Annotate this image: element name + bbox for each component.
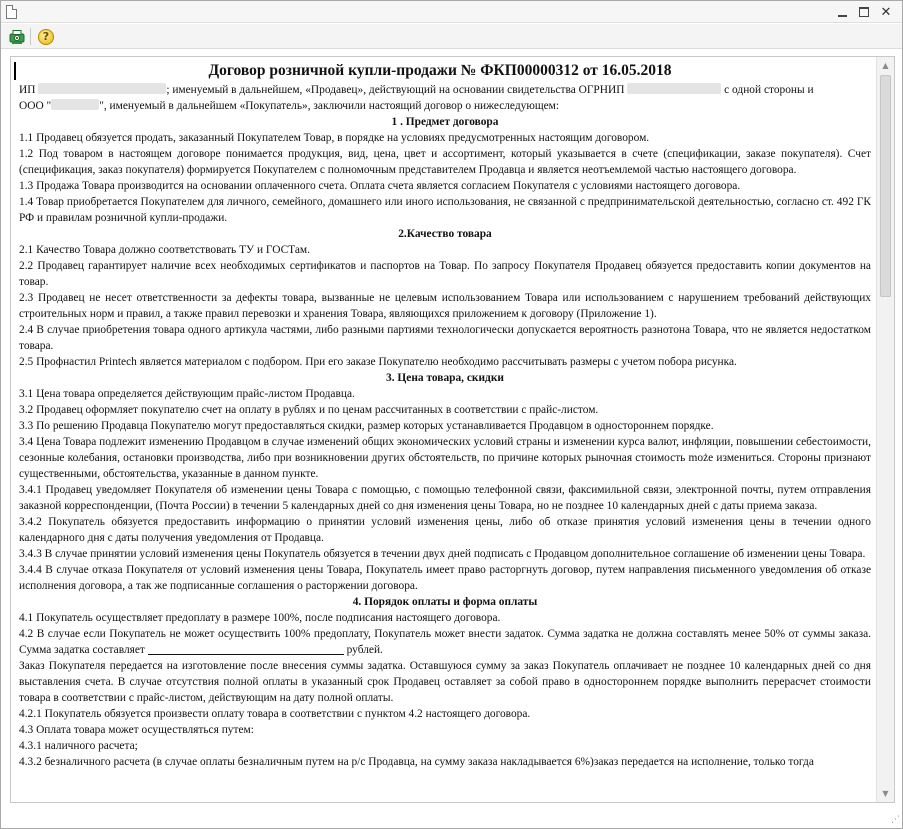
printer-camera-icon [9,29,25,45]
clause: 3.2 Продавец оформляет покупателю счет на оплату в рублях и по ценам рассчитанных в соответствии с прайс-листом. [19,404,599,416]
clause: Заказ Покупателя передается на изготовление после внесения суммы задатка. Оставшуюся сумму за заказ Покупатель оплачивает не позднее 10 календарных дней со дня выставления счета. В случае отсутствия полной оплаты в указанный срок Продавец оставляет за собой право в одностороннем порядке выполнить перерасчет стоимости товара в соответствии с прайс-листом, действующим на дату полной оплаты. [19,660,871,704]
scroll-down-arrow-icon[interactable]: ▼ [882,789,889,798]
intro-text: ИП [19,84,36,96]
print-preview-button[interactable] [7,27,27,46]
minimize-icon [838,15,847,17]
clause: 2.4 В случае приобретения товара одного артикула частями, либо разными партиями технологически допускается вероятность разнотона Товара, что не является недостатком товара. [19,324,871,352]
section-heading: 1 . Предмет договора [391,116,499,128]
clause: 4.3.1 наличного расчета; [19,740,138,752]
toolbar-separator [30,28,31,45]
clause: 1.4 Товар приобретается Покупателем для личного, семейного, домашнего или иного использования, не связанной с предпринимательской деятельностью, согласно ст. 492 ГК РФ и правилам розничной купли-продажи. [19,196,871,224]
clause: 3.4.4 В случае отказа Покупателя от условий изменения цены Товара, Покупатель имеет право расторгнуть договор, путем направления письменного уведомления об отказе исполнения договора, а так же подписанные соглашения о расторжении договора. [19,564,871,592]
intro-paragraph [19,82,871,114]
clause: 1.3 Продажа Товара производится на основании оплаченного счета. Оплата счета является согласием Покупателя с условиями настоящего договора. [19,180,741,192]
close-button[interactable] [876,3,896,21]
intro-text: ", именуемый в дальнейшем «Покупатель», заключили настоящий договор о нижеследующем: [99,100,560,112]
clause: 3.4.2 Покупатель обязуется предоставить информацию о принятии условий изменения цены, либо об отказе принятия условий изменения цены в течении одного календарного дня с даты получения уведомления от Продавца. [19,516,871,544]
section-heading: 2.Качество товара [398,228,492,240]
title-bar [1,1,902,23]
scroll-up-arrow-icon[interactable]: ▲ [882,61,889,70]
intro-text: с одной стороны и [724,84,814,96]
clause: 3.3 По решению Продавца Покупателю могут предоставляться скидки, размер которых устанавливается Продавцом в одностороннем порядке. [19,420,714,432]
document-icon [6,5,17,19]
clause: 1.2 Под товаром в настоящем договоре понимается продукция, вид, цена, цвет и ассортимент, который указывается в счете (спецификации, заказе покупателя). Счет (спецификация, заказ покупателя) формируется Покупателем с полномочным представителем Продавца и является неотъемлемой частью настоящего договора. [19,148,871,176]
vertical-scrollbar[interactable] [876,57,894,802]
redacted-seller-name [38,83,166,94]
clause: 4.3 Оплата товара может осуществляться путем: [19,724,254,736]
window-controls [832,3,896,21]
clause: 4.1 Покупатель осуществляет предоплату в размере 100%, после подписания настоящего договора. [19,612,501,624]
clause: 3.4.3 В случае принятии условий изменения цены Покупатель обязуется в течении двух дней подписать с Продавцом дополнительное соглашение об изменении цены Товара. [19,548,866,560]
maximize-button[interactable] [854,3,874,21]
clause-text: 4.2 В случае если Покупатель не может осуществить 100% предоплату, Покупатель может внести задаток. Сумма задатка не должна составлять менее 50% от суммы заказа. Сумма задатка составляет [19,628,871,656]
clause: 3.4.1 Продавец уведомляет Покупателя об изменении цены Товара с помощью, с помощью телефонной связи, факсимильной связи, электронной почты, путем отправления заказной корреспонденции, (Почта России) в течении 5 календарных дней со дня изменения цены Товара, но не позднее 10 календарных дней с даты приема заказа. [19,484,871,512]
clause: 4.3.2 безналичного расчета (в случае оплаты безналичным путем на р/с Продавца, на сумму заказа накладывается 6%)заказ передается на исполнение, только тогда [19,756,814,768]
clause: 2.2 Продавец гарантирует наличие всех необходимых сертификатов и паспортов на Товар. По запросу Покупателя Продавец обязуется предоставить копии документов на товар. [19,260,871,288]
text-cursor [14,62,16,80]
toolbar [1,24,902,49]
clause [19,626,871,658]
clause: 1.1 Продавец обязуется продать, заказанный Покупателем Товар, в порядке на условиях предусмотренных настоящим договором. [19,132,650,144]
minimize-button[interactable] [832,3,852,21]
intro-text: ООО " [19,100,52,112]
clause: 3.4 Цена Товара подлежит изменению Продавцом в случае изменений общих экономических условий страны и изменении курса валют, инфляции, повышении себестоимости, сезонные колебания, остановки производства, либо при возникновении других обстоятельств, по причине которых рыночная стоимость może измениться. Стороны признают существенными, обстоятельства, указанные в данном пункте. [19,436,871,480]
scrollbar-thumb[interactable] [880,75,891,297]
clause-text: рублей. [346,644,383,656]
document-title: Договор розничной купли-продажи № ФКП00000312 от 16.05.2018 [208,62,672,79]
close-icon: ✕ [880,4,892,20]
clause: 2.3 Продавец не несет ответственности за дефекты товара, вызванные не целевым использованием Товара или использованием с нарушением требований действующих строительных норм и правил, а также правил перевозки и хранения Товара, являющихся приложением к договору (Приложение 1). [19,292,871,320]
help-button[interactable] [36,27,56,46]
document-page [11,57,876,802]
deposit-amount-blank [148,643,344,655]
redacted-buyer-name [51,99,99,110]
redacted-ogrnip [627,83,721,94]
clause: 3.1 Цена товара определяется действующим прайс-листом Продавца. [19,388,355,400]
help-icon: ? [38,29,54,45]
clause: 2.5 Профнастил Printech является материалом с подбором. При его заказе Покупателю необходимо рассчитывать размеры с учетом побора рисунка. [19,356,737,368]
document-viewer[interactable] [10,56,895,803]
clause: 2.1 Качество Товара должно соответствовать ТУ и ГОСТам. [19,244,310,256]
intro-text: ; именуемый в дальнейшем, «Продавец», действующий на основании свидетельства ОГРНИП [166,84,625,96]
clause: 4.2.1 Покупатель обязуется произвести оплату товара в соответствии с пунктом 4.2 настоящего договора. [19,708,531,720]
maximize-icon [859,7,869,17]
section-heading: 4. Порядок оплаты и форма оплаты [352,596,538,608]
section-heading: 3. Цена товара, скидки [386,372,504,384]
resize-grip-icon[interactable]: ⋰ [891,815,900,825]
